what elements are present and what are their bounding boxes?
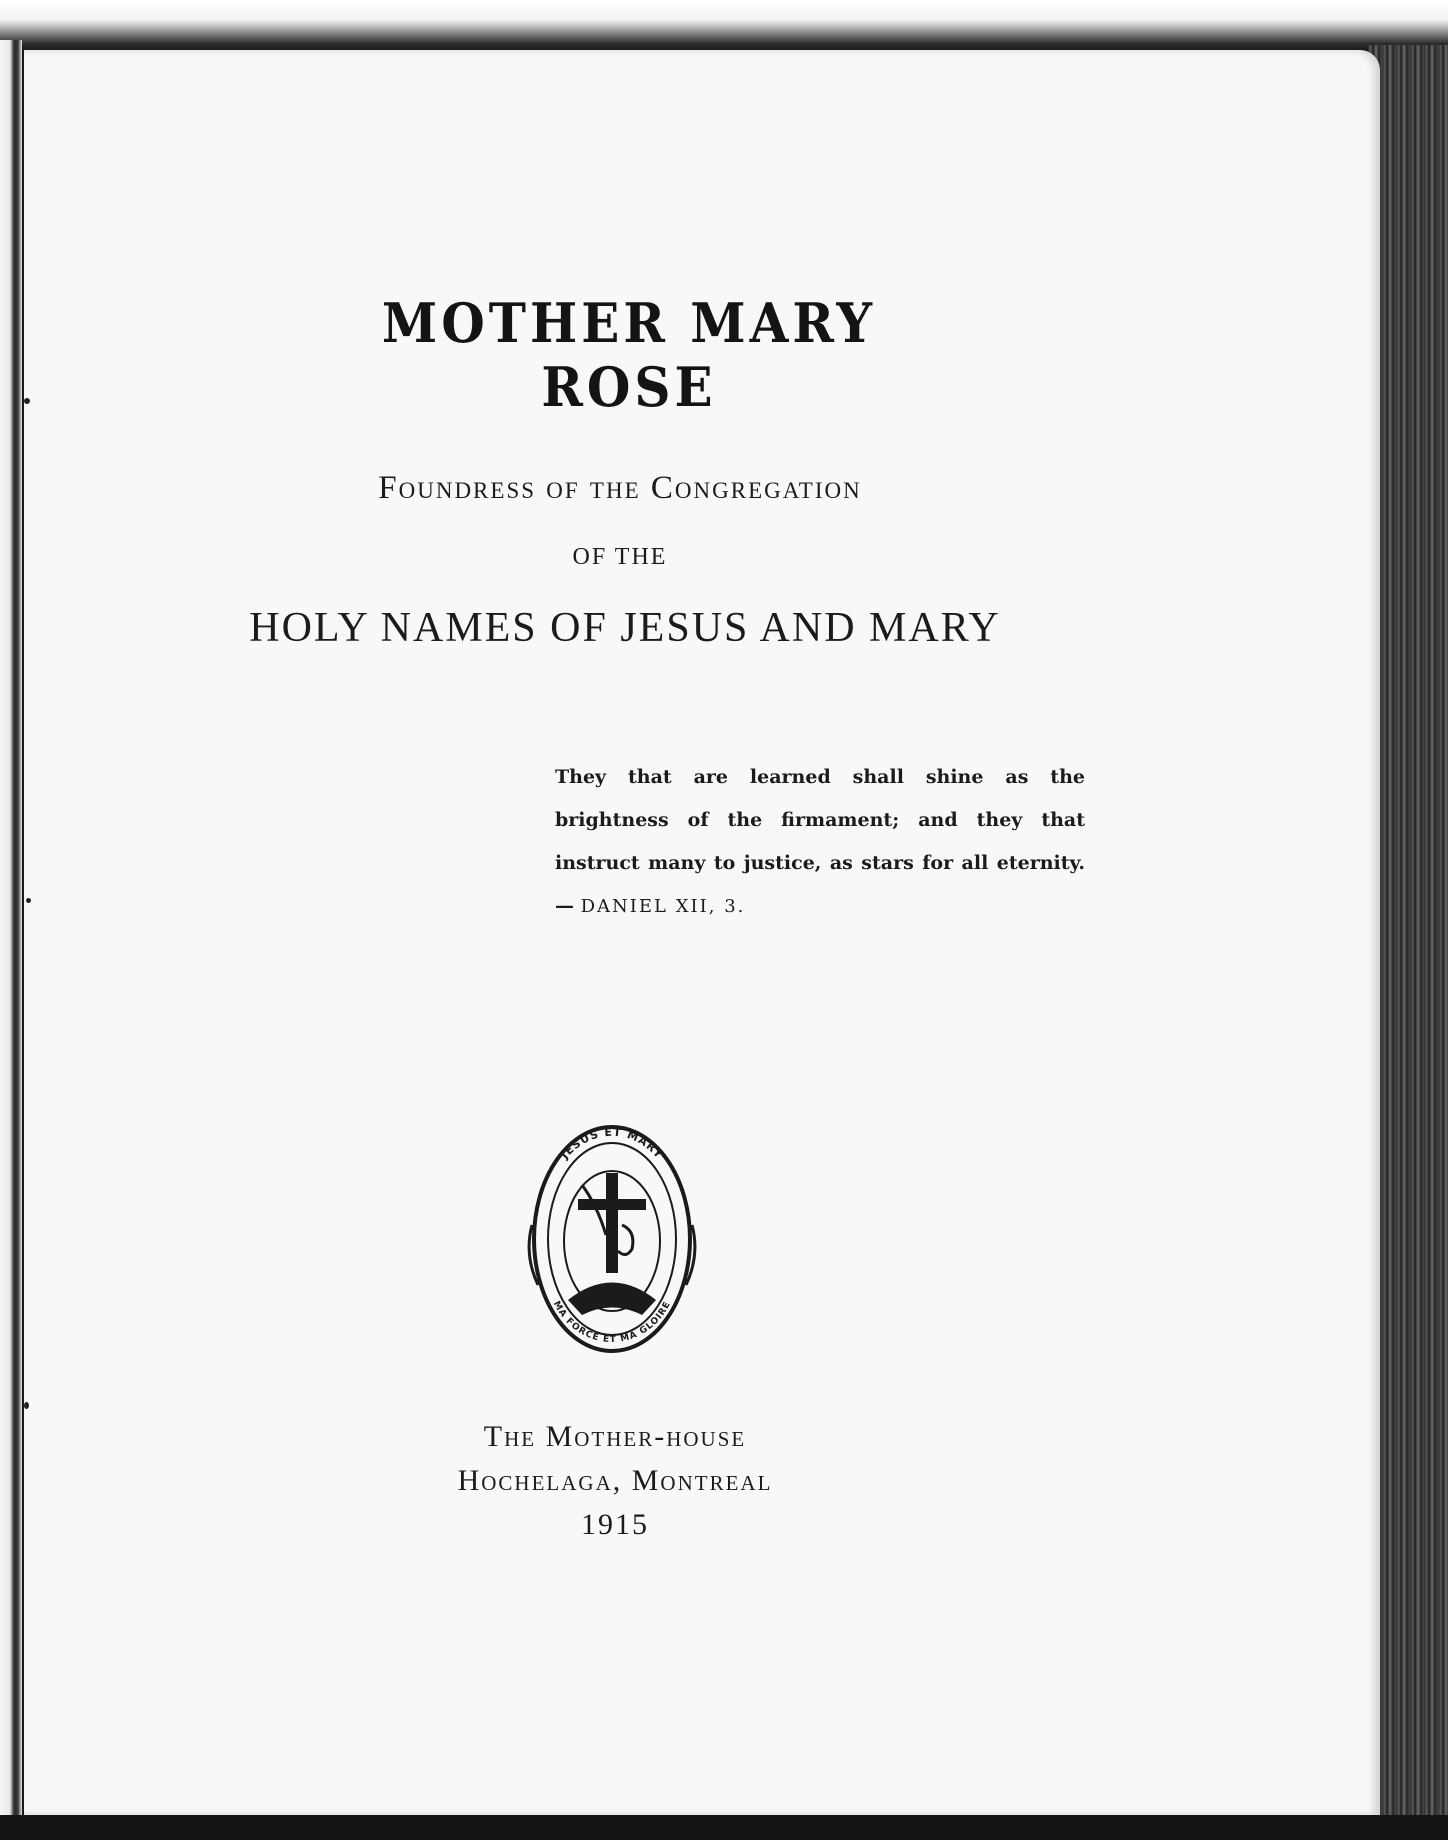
publication-year: 1915 <box>581 1508 649 1541</box>
subtitle-foundress: Foundress of the Congregation <box>378 470 862 506</box>
epigraph-reference: DANIEL XII, 3. <box>580 896 746 917</box>
publisher: The Mother-house <box>483 1420 747 1453</box>
congregation-seal-icon <box>522 1115 702 1363</box>
epigraph <box>555 756 1085 928</box>
subtitle-of-the: OF THE <box>572 544 668 570</box>
book-title: MOTHER MARY ROSE <box>381 291 877 419</box>
subtitle-congregation-name: HOLY NAMES OF JESUS AND MARY <box>249 605 1001 651</box>
publication-place: Hochelaga, Montreal <box>457 1464 773 1497</box>
scan-left-edge <box>0 40 22 1840</box>
scan-speck <box>26 898 31 903</box>
scan-speck <box>24 1402 29 1409</box>
seal-bottom-text: MA FORCE ET MA GLOIRE <box>550 1299 674 1346</box>
scan-speck <box>24 398 30 404</box>
seal-top-text: JESUS ET MARY <box>558 1125 666 1162</box>
scan-bottom-edge <box>0 1815 1448 1840</box>
book-page-edges <box>1368 45 1448 1840</box>
imprint <box>400 1415 830 1547</box>
scan-top-edge <box>0 0 1448 55</box>
epigraph-text: They that are learned shall shine as the brightness of the firmament; and they that instruct many to justice, as stars for all eternity. — <box>555 766 1085 917</box>
